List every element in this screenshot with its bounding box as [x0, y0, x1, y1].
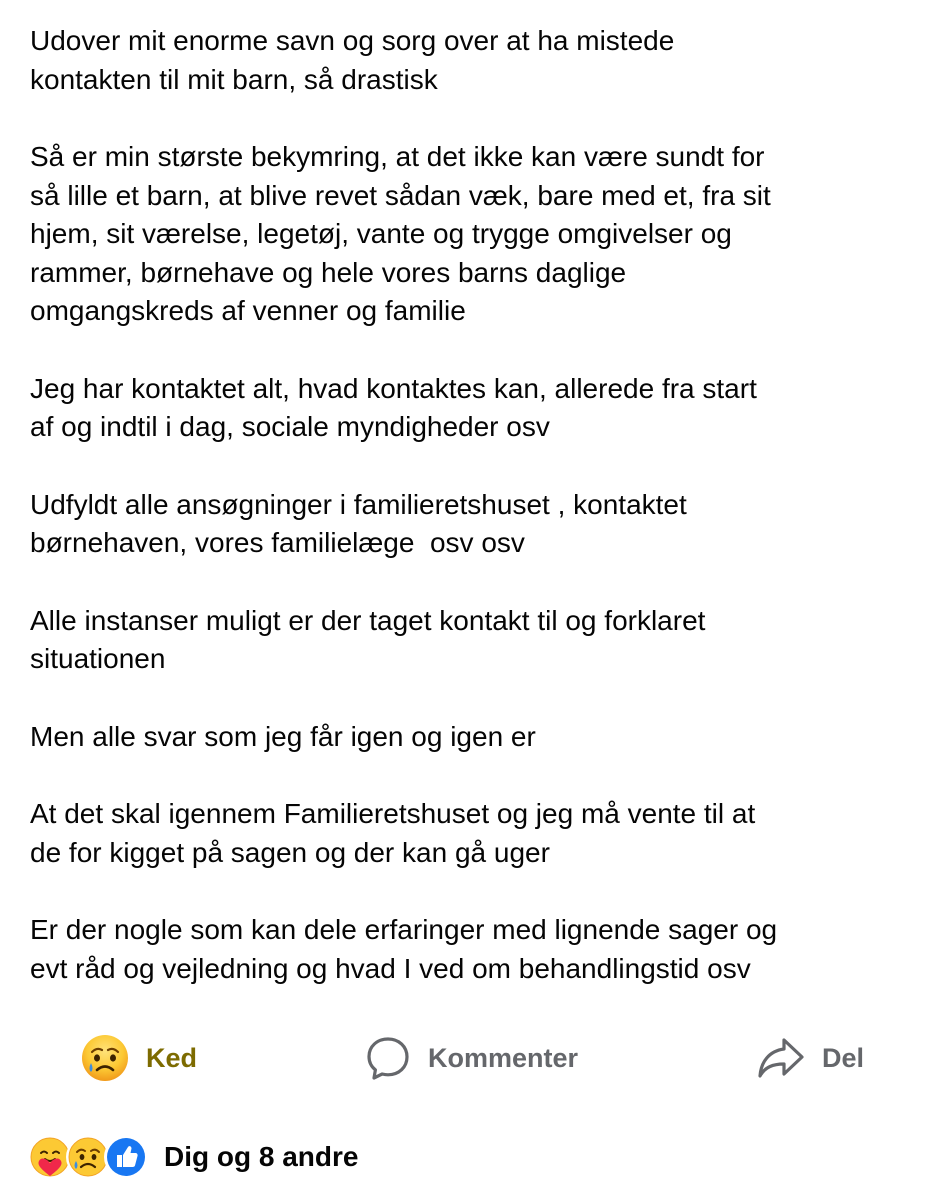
comment-label: Kommenter: [428, 1042, 579, 1073]
post-body: [30, 22, 930, 1027]
post-action-bar: [0, 1027, 950, 1089]
sad-face-icon: [80, 1033, 130, 1083]
share-button[interactable]: [756, 1027, 864, 1089]
like-icon: [104, 1135, 148, 1179]
post-paragraph: Jeg har kontaktet alt, hvad kontaktes kan, allerede fra start af og indtil i dag, sociale myndigheder osv: [30, 372, 757, 442]
post-paragraph: Udfyldt alle ansøgninger i familieretshuset , kontaktet børnehaven, vores familielæge osv osv: [30, 488, 687, 558]
react-button[interactable]: [80, 1027, 197, 1089]
post-paragraph: Er der nogle som kan dele erfaringer med lignende sager og evt råd og vejledning og hvad I ved om behandlingstid osv: [30, 914, 778, 984]
comment-button[interactable]: [364, 1027, 578, 1089]
post-paragraph: Udover mit enorme savn og sorg over at ha mistede kontakten til mit barn, så drastisk: [30, 25, 675, 95]
reaction-count[interactable]: Dig og 8 andre: [164, 1141, 359, 1172]
reaction-icons: [28, 1135, 142, 1179]
share-arrow-icon: [756, 1034, 806, 1082]
post-paragraph: Alle instanser muligt er der taget kontakt til og forklaret situationen: [30, 604, 706, 674]
post-paragraph: At det skal igennem Familieretshuset og jeg må vente til at de for kigget på sagen og der kan gå uger: [30, 798, 756, 868]
react-label: Ked: [146, 1042, 198, 1073]
speech-bubble-icon: [364, 1034, 412, 1082]
reaction-summary[interactable]: [28, 1133, 358, 1181]
post-paragraph: Så er min største bekymring, at det ikke kan være sundt for så lille et barn, at blive revet sådan væk, bare med et, fra sit hjem, sit værelse, legetøj, vante og trygge omgivelser og rammer, børnehave og hele vores barns daglige omgangskreds af venner og familie: [30, 141, 771, 326]
share-label: Del: [822, 1042, 865, 1073]
post-paragraph: Men alle svar som jeg får igen og igen er: [30, 720, 536, 752]
